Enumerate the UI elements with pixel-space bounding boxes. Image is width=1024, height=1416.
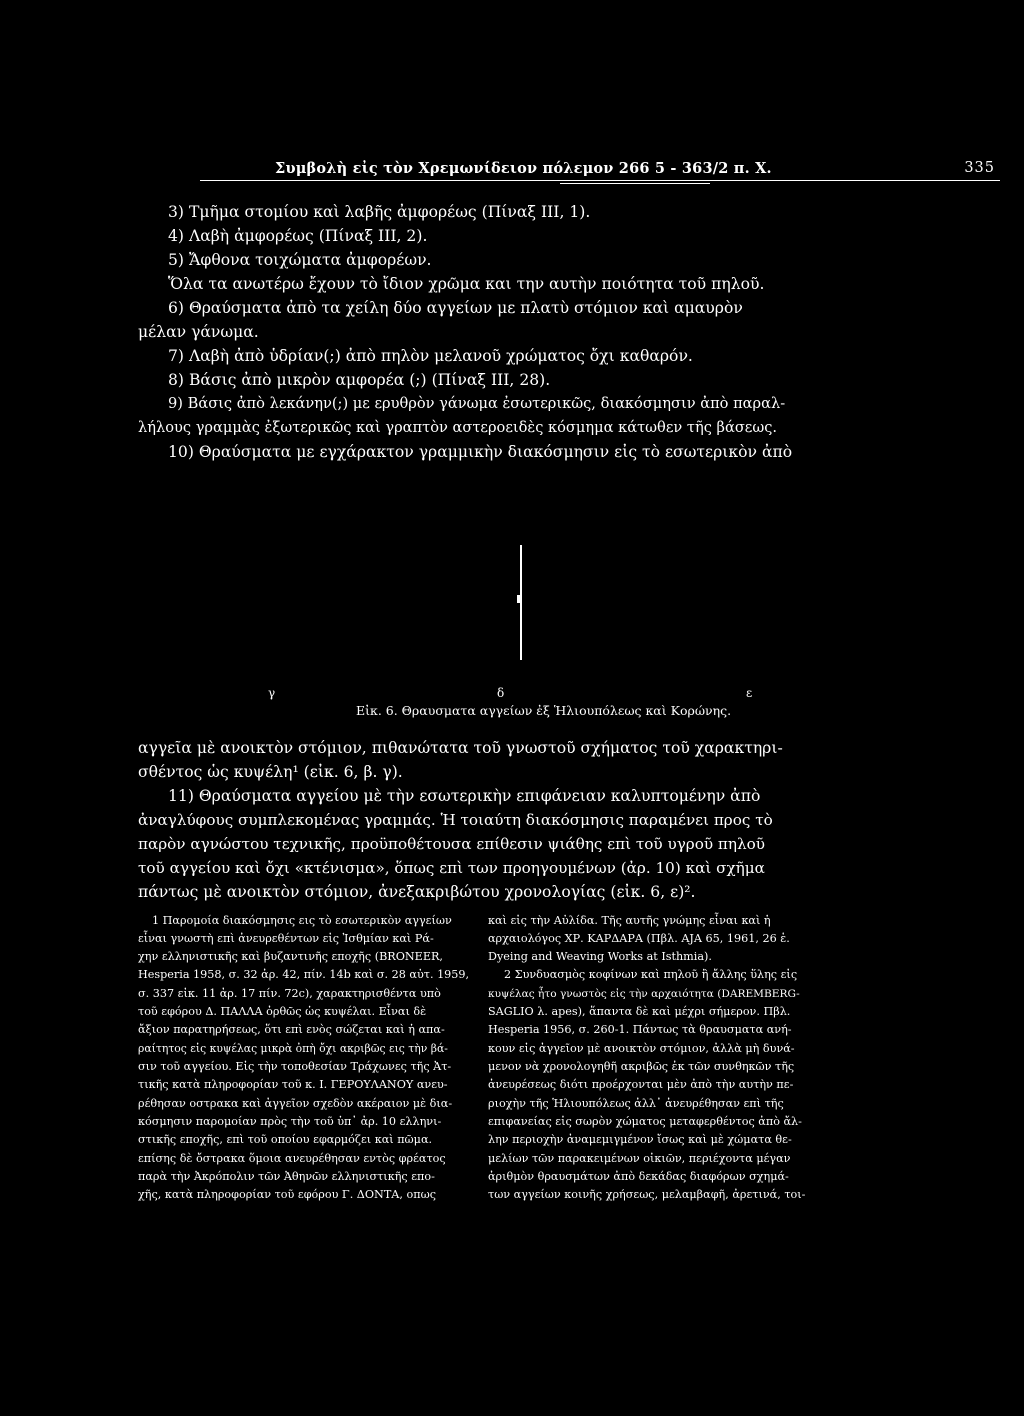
text-line: 5) Ἄφθονα τοιχώματα ἀμφορέων. (168, 251, 432, 269)
text-line: αγγεῖα μὲ ανοικτὸν στόμιον, πιθανώτατα τοῦ γνωστοῦ σχήματος τοῦ χαρακτηρι- (138, 739, 783, 757)
footnote-line: κόσμησιν παρομοίαν πρὸς τὴν τοῦ ὑπ᾽ ἀρ. 10 ελληνι- (138, 1115, 442, 1128)
header-rule-short (560, 183, 710, 184)
footnote-line: Hesperia 1956, σ. 260-1. Πάντως τὰ θραυσματα ανή- (488, 1023, 792, 1036)
figure-caption: Εἰκ. 6. Θραυσματα αγγείων ἐξ Ἡλιουπόλεως καὶ Κορώνης. (356, 703, 732, 718)
footnote-line: σ. 337 εἰκ. 11 ἀρ. 17 πίν. 72c), χαρακτηρισθέντα υπὸ (138, 987, 441, 1000)
footnote-line: χῆς, κατὰ πληροφορίαν τοῦ εφόρου Γ. ΔΟΝΤΑ, οπως (138, 1188, 436, 1201)
text-line: σθέντος ὡς κυψέλη¹ (εἰκ. 6, β. γ). (138, 763, 403, 781)
footnote-line: τοῦ εφόρου Δ. ΠΑΛΛΑ ὀρθῶς ὡς κυψέλαι. Εἶναι δὲ (138, 1005, 427, 1018)
page-number: 335 (964, 160, 995, 176)
footnote-line: Dyeing and Weaving Works at Isthmia). (488, 950, 712, 963)
footnote-line: κυψέλας ἦτο γνωστὸς εἰς τὴν αρχαιότητα (DAREMBERG- (488, 988, 800, 1000)
footnote-line: κουν εἰς ἀγγεῖον μὲ ανοικτὸν στόμιον, ἀλλὰ μὴ δυνά- (488, 1042, 795, 1055)
figure-mark (520, 545, 522, 660)
footnote-line: σιν τοῦ αγγείου. Εἰς τὴν τοποθεσίαν Τράχωνες τῆς Ἀτ- (138, 1060, 452, 1073)
text-line: πάντως μὲ ανοικτὸν στόμιον, ἀνεξακριβώτου χρονολογίας (εἰκ. 6, ε)². (138, 883, 696, 901)
figure-mark (517, 595, 520, 603)
footnote-line: των αγγείων κοινῆς χρήσεως, μελαμβαφῆ, ἀρετινά, τοι- (488, 1188, 806, 1201)
footnote-line: στικῆς εποχῆς, επὶ τοῦ οποίου εφαρμόζει καὶ πῶμα. (138, 1133, 433, 1146)
footnote-line: τικῆς κατὰ πληροφορίαν τοῦ κ. Ι. ΓΕΡΟΥΛΑΝΟΥ ανευ- (138, 1078, 448, 1091)
text-line: 3) Τμῆμα στομίου καὶ λαβῆς ἀμφορέως (Πίναξ ΙΙΙ, 1). (168, 203, 591, 221)
footnote-line: 2 Συνδυασμὸς κοφίνων καὶ πηλοῦ ἢ ἄλλης ὕλης εἰς (504, 968, 798, 981)
text-line: λήλους γραμμὰς ἐξωτερικῶς καὶ γραπτὸν αστεροειδὲς κόσμημα κάτωθεν τῆς βάσεως. (138, 419, 778, 436)
footnote-line: λην περιοχὴν ἀναμεμιγμένον ἴσως καὶ μὲ χώματα θε- (488, 1133, 792, 1146)
footnote-line: ἀνευρέσεως διότι προέρχονται μὲν ἀπὸ τὴν αυτὴν πε- (488, 1078, 794, 1091)
footnote-line: χην ελληνιστικῆς καὶ βυζαντινῆς εποχῆς (BRONEER, (138, 950, 443, 963)
text-line: 7) Λαβὴ ἀπὸ ὑδρίαν(;) ἀπὸ πηλὸν μελανοῦ χρώματος ὄχι καθαρόν. (168, 347, 693, 365)
header-title: Συμβολὴ εἰς τὸν Χρεμωνίδειον πόλεμον 266 5 - 363/2 π. Χ. (275, 160, 772, 177)
footnote-line: ριοχὴν τῆς Ἡλιουπόλεως ἀλλ᾽ ἀνευρέθησαν επὶ τῆς (488, 1097, 784, 1110)
footnote-line: καὶ εἰς τὴν Αὐλίδα. Τῆς αυτῆς γνώμης εἶναι καὶ ἡ (488, 914, 771, 927)
footnote-line: παρὰ τὴν Ἀκρόπολιν τῶν Ἀθηνῶν ελληνιστικῆς επο- (138, 1170, 435, 1183)
header-rule (200, 180, 1000, 181)
text-line: 6) Θραύσματα ἀπὸ τα χείλη δύο αγγείων με πλατὺ στόμιον καὶ αμαυρὸν (168, 299, 743, 317)
text-line: 8) Βάσις ἀπὸ μικρὸν αμφορέα (;) (Πίναξ ΙΙΙ, 28). (168, 371, 551, 389)
figure-letter-delta: δ (497, 686, 505, 700)
footnote-line: επιφανείας εἰς σωρὸν χώματος μεταφερθέντος ἀπὸ ἄλ- (488, 1115, 802, 1128)
text-line: 4) Λαβὴ ἀμφορέως (Πίναξ ΙΙΙ, 2). (168, 227, 428, 245)
footnote-line: ρέθησαν οστρακα καὶ ἀγγεῖον σχεδὸν ακέραιον μὲ δια- (138, 1097, 453, 1110)
text-line: 10) Θραύσματα με εγχάρακτον γραμμικὴν διακόσμησιν εἰς τὸ εσωτερικὸν ἀπὸ (168, 443, 793, 461)
text-line: παρὸν αγνώστου τεχνικῆς, προϋποθέτουσα επίθεσιν ψιάθης επὶ τοῦ υγροῦ πηλοῦ (138, 835, 766, 853)
footnote-line: 1 Παρομοία διακόσμησις εις τὸ εσωτερικὸν αγγείων (152, 914, 452, 927)
footnote-line: ἄξιον παρατηρήσεως, ὅτι επὶ ενὸς σώζεται καὶ ἡ απα- (138, 1023, 445, 1036)
text-line: Ὅλα τα ανωτέρω ἔχουν τὸ ἴδιον χρῶμα και την αυτὴν ποιότητα τοῦ πηλοῦ. (168, 275, 765, 293)
figure-letter-gamma: γ (268, 686, 276, 700)
text-line: 9) Βάσις ἀπὸ λεκάνην(;) με ερυθρὸν γάνωμα ἐσωτερικῶς, διακόσμησιν ἀπὸ παραλ- (168, 395, 786, 412)
text-line: μέλαν γάνωμα. (138, 323, 259, 341)
footnote-line: εἶναι γνωστὴ επὶ ἀνευρεθέντων εἰς Ἰσθμίαν καὶ Ρά- (138, 932, 434, 945)
figure-letter-epsilon: ε (746, 686, 753, 700)
footnote-line: επίσης δὲ ὄστρακα ὅμοια ανευρέθησαν εντὸς φρέατος (138, 1152, 446, 1165)
footnote-line: μελίων τῶν παρακειμένων οἰκιῶν, περιέχοντα μέγαν (488, 1152, 791, 1165)
running-header (135, 160, 995, 182)
footnote-line: αρχαιολόγος ΧΡ. ΚΑΡΔΑΡΑ (Πβλ. AJA 65, 1961, 26 ἑ. (488, 932, 790, 945)
footnote-line: ραίτητος εἰς κυψέλας μικρὰ ὀπὴ ὄχι ακριβῶς εις τὴν βά- (138, 1042, 448, 1055)
text-line: τοῦ αγγείου καὶ ὄχι «κτένισμα», ὅπως επὶ των προηγουμένων (ἀρ. 10) καὶ σχῆμα (138, 859, 765, 877)
footnote-line: μενον νὰ χρονολογηθῆ ακριβῶς ἐκ τῶν συνθηκῶν τῆς (488, 1060, 795, 1073)
footnote-line: SAGLIO λ. apes), ἅπαντα δὲ καὶ μέχρι σήμερον. Πβλ. (488, 1005, 791, 1018)
footnote-line: ἀριθμὸν θραυσμάτων ἀπὸ δεκάδας διαφόρων σχημά- (488, 1170, 789, 1183)
footnote-line: Hesperia 1958, σ. 32 ἀρ. 42, πίν. 14b καὶ σ. 28 αὐτ. 1959, (138, 968, 470, 981)
text-line: 11) Θραύσματα αγγείου μὲ τὴν εσωτερικὴν επιφάνειαν καλυπτομένην ἀπὸ (168, 787, 761, 805)
text-line: ἀναγλύφους συμπλεκομένας γραμμάς. Ἡ τοιαύτη διακόσμησις παραμένει προς τὸ (138, 811, 773, 829)
